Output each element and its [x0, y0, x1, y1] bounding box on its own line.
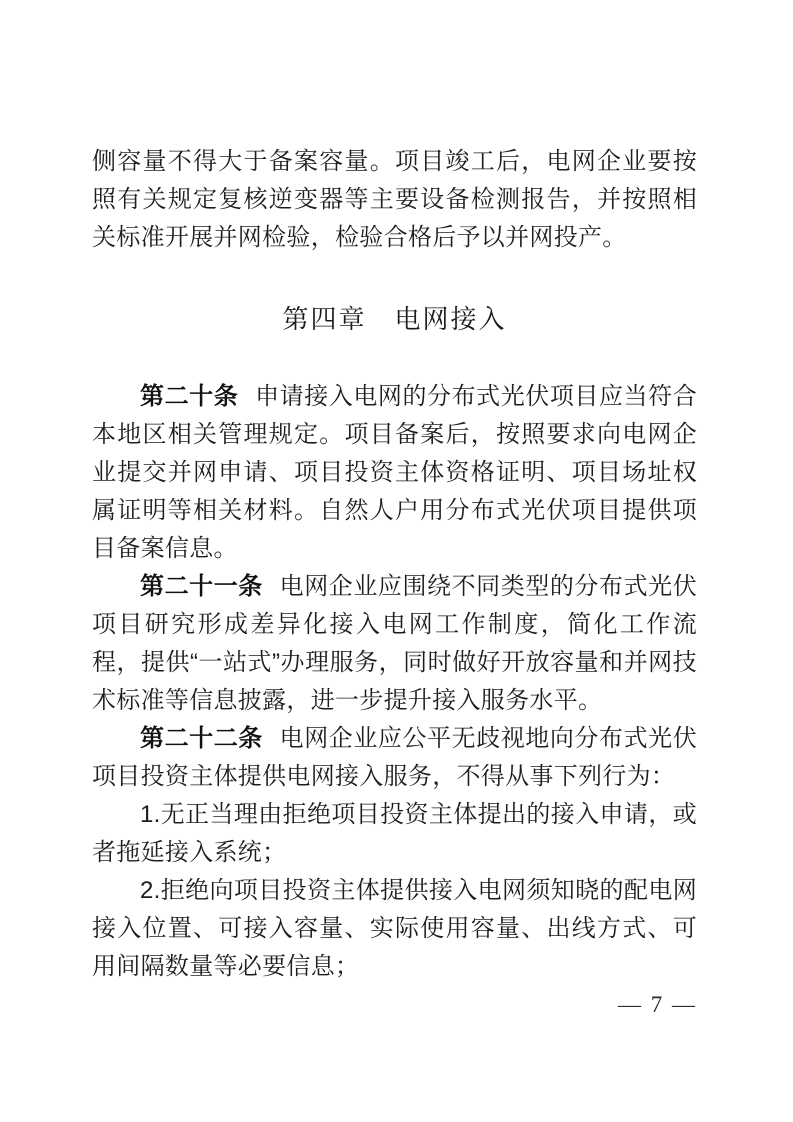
article-22-paragraph: [92, 720, 697, 796]
article-21-text: 电网企业应围绕不同类型的分布式光伏项目研究形成差异化接入电网工作制度，简化工作流程，提供“一站式”办理服务，同时做好开放容量和并网技术标准等信息披露，进一步提升接入服务水平。: [92, 573, 698, 714]
page-number: — 7 —: [618, 992, 697, 1017]
article-20-text: 申请接入电网的分布式光伏项目应当符合本地区相关管理规定。项目备案后，按照要求向电网企业提交并网申请、项目投资主体资格证明、项目场址权属证明等相关材料。自然人户用分布式光伏项目提供项目备案信息。: [92, 383, 697, 562]
chapter-heading: 第四章 电网接入: [282, 305, 507, 334]
article-21-lead: 第二十一条: [140, 573, 263, 600]
prohibited-item-1: 1.无正当理由拒绝项目投资主体提出的接入申请，或者拖延接入系统；: [92, 801, 697, 866]
article-21-paragraph: [92, 568, 697, 720]
article-20-lead: 第二十条: [140, 383, 239, 410]
prohibited-item-2: 2.拒绝向项目投资主体提供接入电网须知晓的配电网接入位置、可接入容量、实际使用容量、出线方式、可用间隔数量等必要信息；: [92, 877, 697, 980]
article-22-lead: 第二十二条: [140, 725, 263, 752]
continuation-paragraph: 侧容量不得大于备案容量。项目竣工后，电网企业要按照有关规定复核逆变器等主要设备检测报告，并按照相关标准开展并网检验，检验合格后予以并网投产。: [92, 148, 697, 251]
article-20-paragraph: [92, 378, 697, 568]
article-22-text: 电网企业应公平无歧视地向分布式光伏项目投资主体提供电网接入服务，不得从事下列行为：: [92, 725, 698, 790]
